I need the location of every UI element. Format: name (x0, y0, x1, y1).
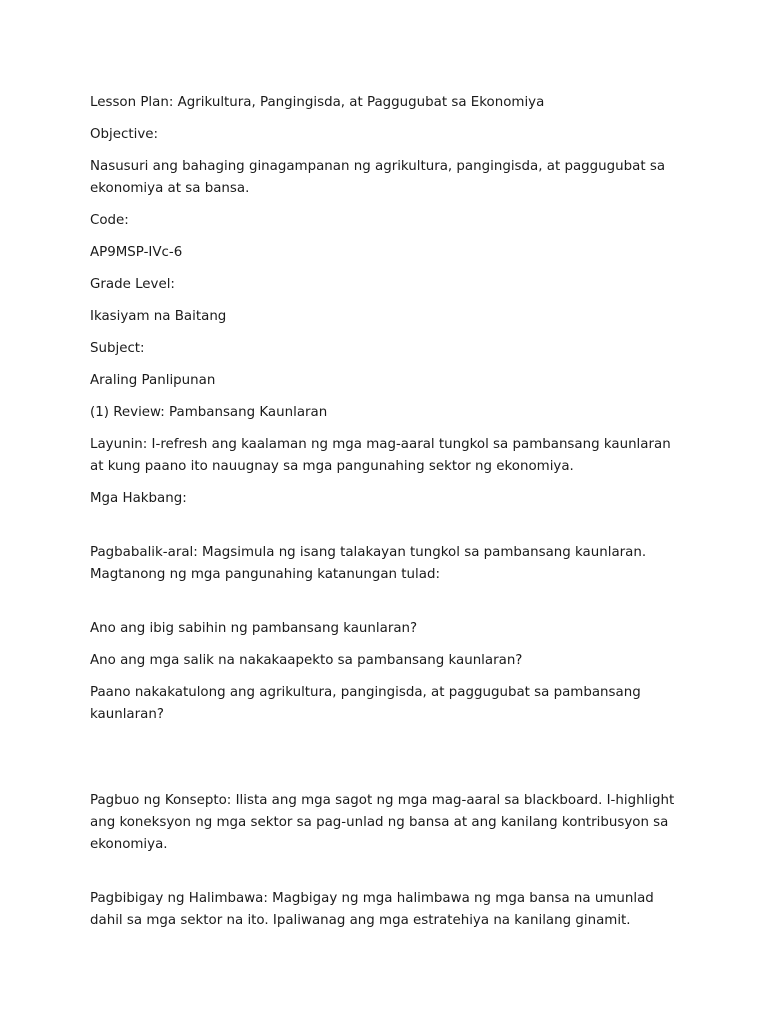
pagbabalik-aral-paragraph: Pagbabalik-aral: Magsimula ng isang talakayan tungkol sa pambansang kaunlaran. Magtanong ng mga pangunahing katanungan tulad: (90, 545, 647, 582)
objective-label: Objective: (90, 127, 159, 142)
layunin-paragraph: Layunin: I-refresh ang kaalaman ng mga mag-aaral tungkol sa pambansang kaunlaran at kung paano ito nauugnay sa mga pangunahing sektor ng ekonomiya. (90, 437, 671, 474)
mga-hakbang-label: Mga Hakbang: (90, 491, 187, 506)
code-label: Code: (90, 213, 129, 228)
pagbibigay-ng-halimbawa-paragraph: Pagbibigay ng Halimbawa: Magbigay ng mga halimbawa ng mga bansa na umunlad dahil sa mga sektor na ito. Ipaliwanag ang mga estratehiya na kanilang ginamit. (90, 891, 654, 928)
review-heading: (1) Review: Pambansang Kaunlaran (90, 405, 328, 420)
subject-label: Subject: (90, 341, 145, 356)
code-value: AP9MSP-IVc-6 (90, 245, 183, 260)
subject-value: Araling Panlipunan (90, 373, 216, 388)
grade-level-value: Ikasiyam na Baitang (90, 309, 227, 324)
lesson-plan-title: Lesson Plan: Agrikultura, Pangingisda, at Paggugubat sa Ekonomiya (90, 95, 545, 110)
objective-text: Nasusuri ang bahaging ginagampanan ng agrikultura, pangingisda, at paggugubat sa ekonomiya at sa bansa. (90, 159, 666, 196)
blank-line (90, 520, 680, 542)
question-item: Ano ang mga salik na nakakaapekto sa pambansang kaunlaran? (90, 653, 523, 668)
blank-line (90, 596, 680, 618)
document-page (90, 92, 680, 942)
question-item: Paano nakakatulong ang agrikultura, pangingisda, at paggugubat sa pambansang kaunlaran? (90, 685, 641, 722)
grade-level-label: Grade Level: (90, 277, 175, 292)
question-item: Ano ang ibig sabihin ng pambansang kaunlaran? (90, 621, 418, 636)
blank-line (90, 866, 680, 888)
blank-line (90, 736, 680, 790)
pagbuo-ng-konsepto-paragraph: Pagbuo ng Konsepto: Ilista ang mga sagot ng mga mag-aaral sa blackboard. I-highlight ang koneksyon ng mga sektor sa pag-unlad ng bansa at ang kanilang kontribusyon sa ekonomiya. (90, 793, 675, 852)
